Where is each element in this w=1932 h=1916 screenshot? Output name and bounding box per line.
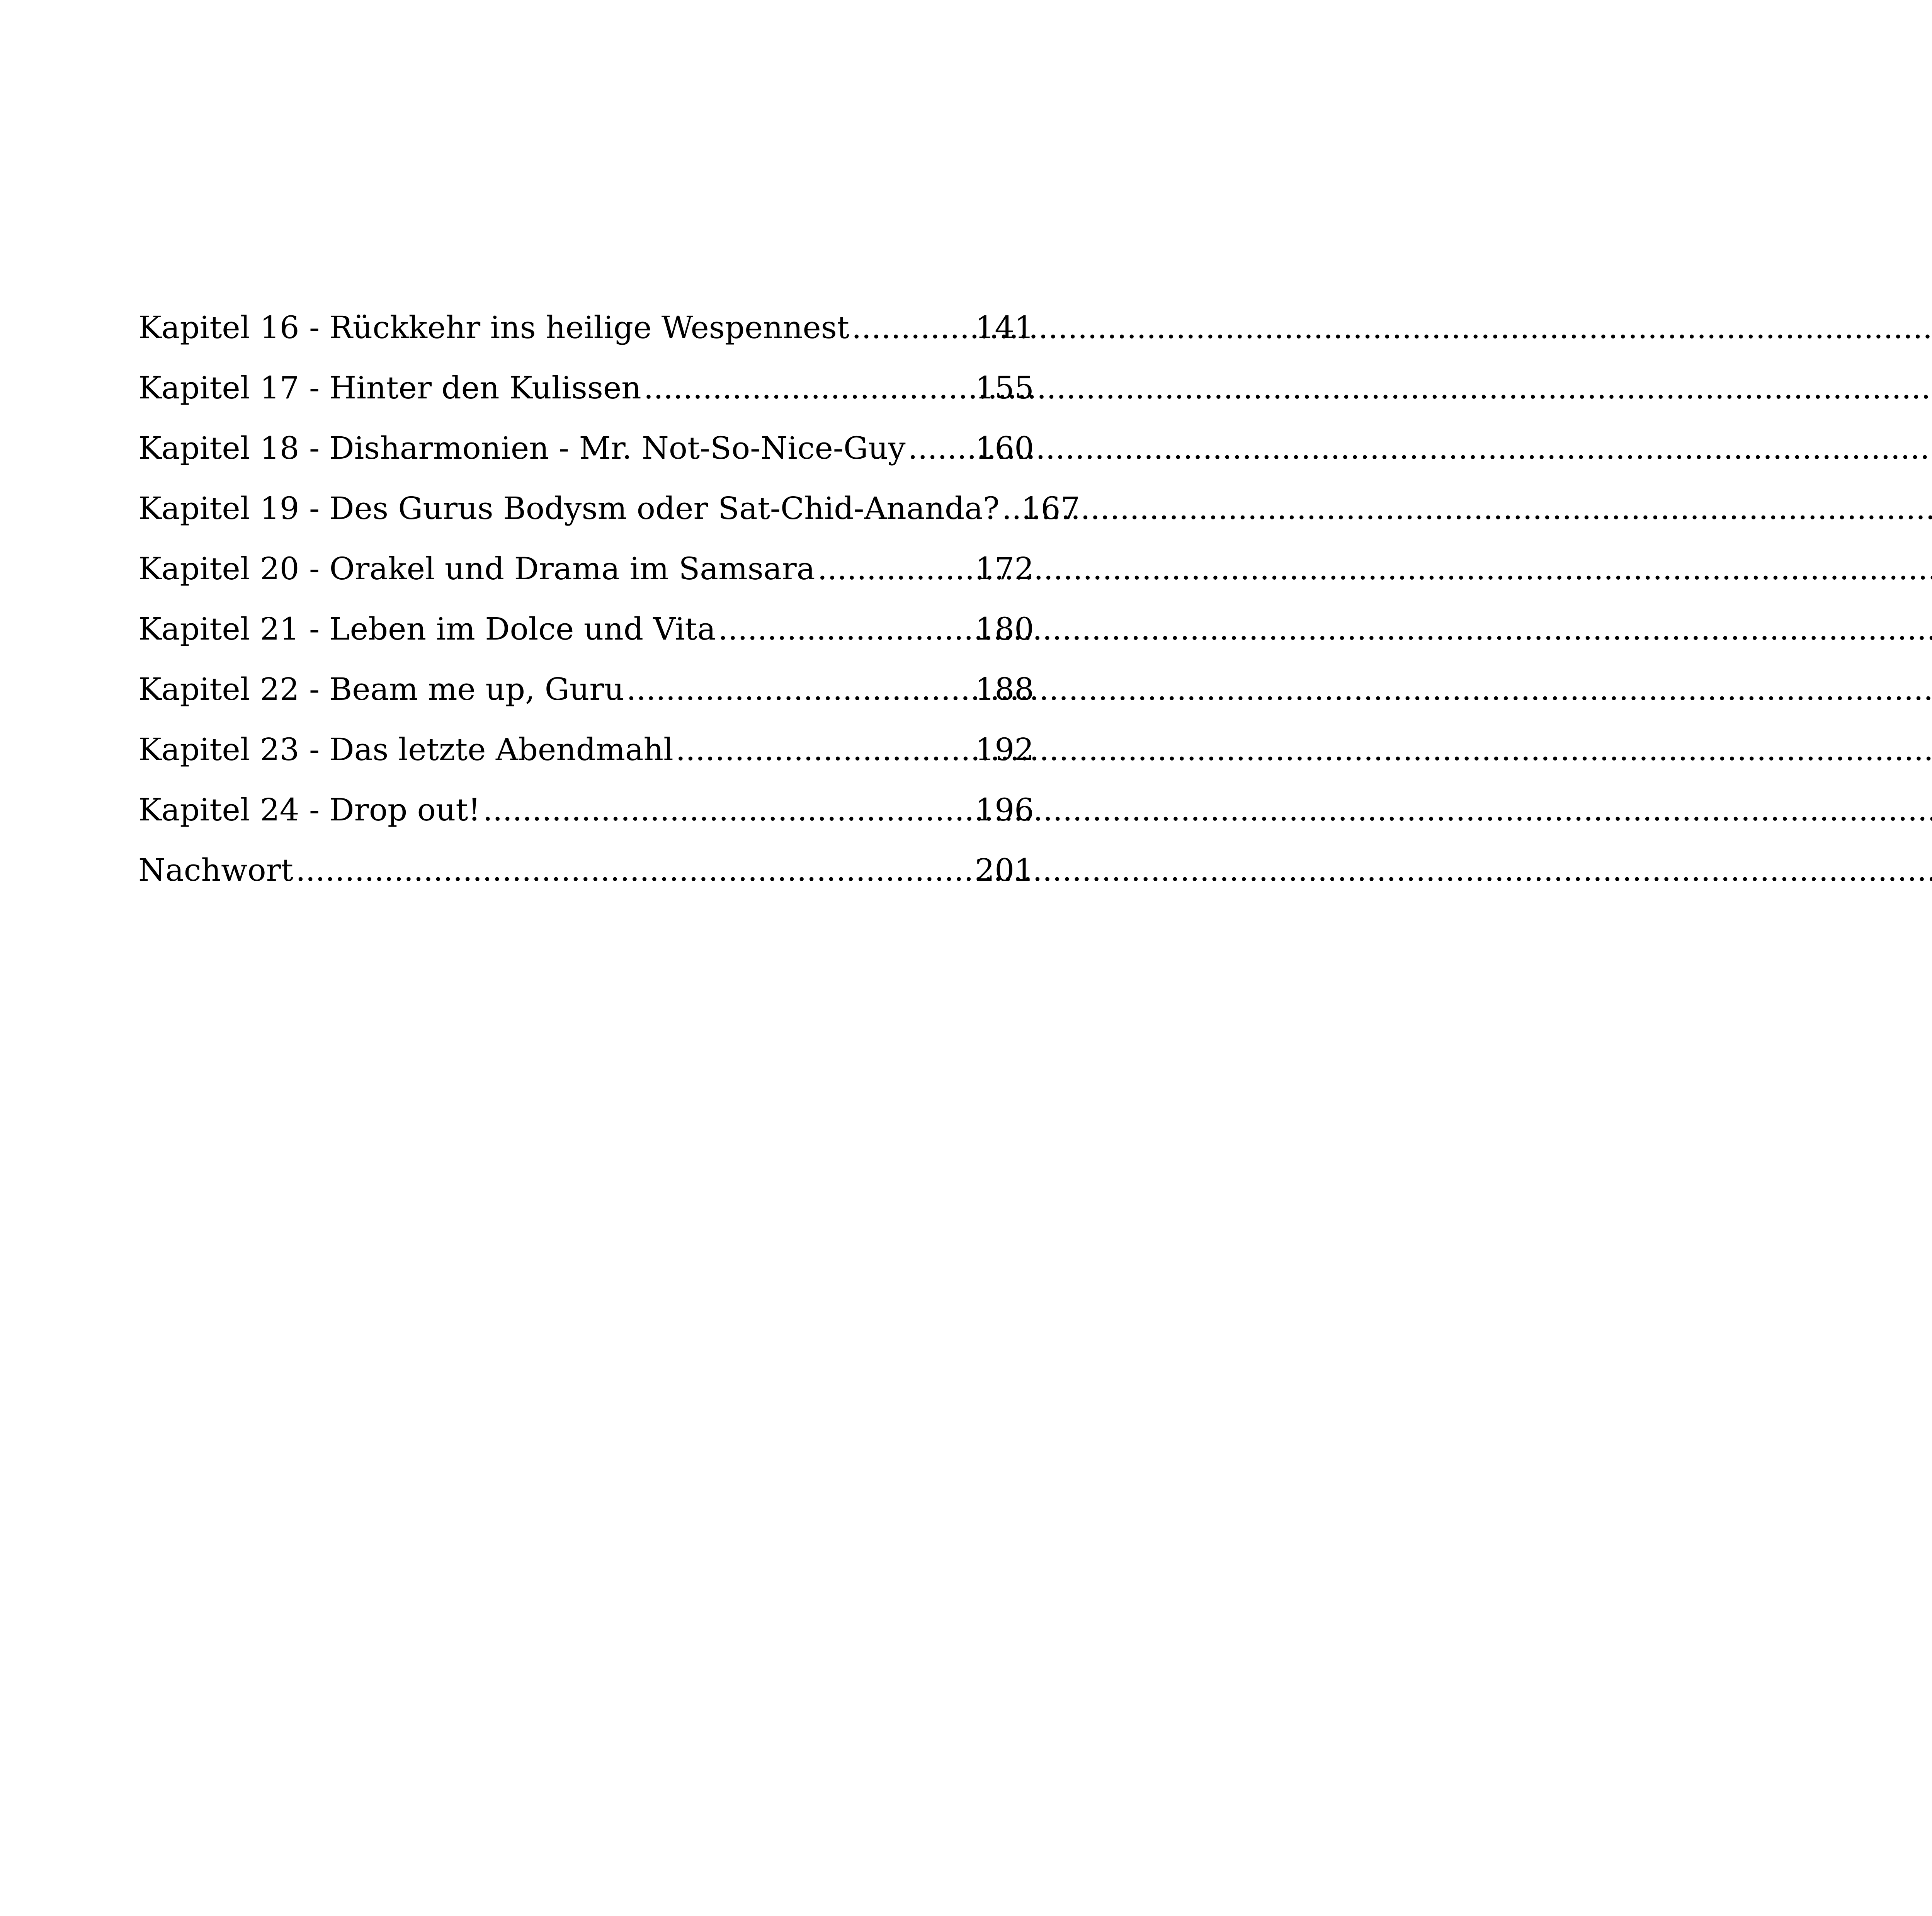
toc-entry xyxy=(138,599,1034,659)
toc-entry xyxy=(138,720,1034,780)
toc-entry xyxy=(138,478,1080,539)
toc-leader-dots xyxy=(296,840,971,900)
toc-entry-page: 167 xyxy=(1021,490,1080,526)
toc-entry-page: 172 xyxy=(975,551,1034,587)
toc-leader-dots xyxy=(852,298,971,358)
toc-leader-dots xyxy=(626,659,971,720)
toc-leader-dots xyxy=(483,780,971,840)
toc-entry-title: Kapitel 19 - Des Gurus Bodysm oder Sat-Chid-Ananda? xyxy=(138,490,1000,526)
toc-entry-title: Kapitel 23 - Das letzte Abendmahl xyxy=(138,732,673,767)
toc-entry xyxy=(138,840,1034,900)
toc-entry-page: 196 xyxy=(975,792,1034,828)
toc-entry-title: Nachwort xyxy=(138,852,294,888)
toc-entry-page: 201 xyxy=(975,852,1034,888)
toc-entry-page: 180 xyxy=(975,611,1034,647)
toc-entry-title: Kapitel 16 - Rückkehr ins heilige Wespennest xyxy=(138,310,849,345)
toc-leader-dots xyxy=(718,599,971,659)
toc-entry xyxy=(138,659,1034,720)
toc-leader-dots xyxy=(817,539,971,599)
toc-leader-dots xyxy=(676,720,971,780)
toc-entry xyxy=(138,298,1034,358)
toc-entry xyxy=(138,358,1034,418)
toc-entry-title: Kapitel 17 - Hinter den Kulissen xyxy=(138,370,641,406)
toc-entry-title: Kapitel 22 - Beam me up, Guru xyxy=(138,671,624,707)
toc-entry-title: Kapitel 24 - Drop out! xyxy=(138,792,481,828)
toc-entry xyxy=(138,539,1034,599)
toc-leader-dots xyxy=(1002,478,1017,539)
toc-entry xyxy=(138,780,1034,840)
toc-entry-title: Kapitel 18 - Disharmonien - Mr. Not-So-Nice-Guy xyxy=(138,430,906,466)
toc-entry-page: 160 xyxy=(975,430,1034,466)
toc-entry-title: Kapitel 20 - Orakel und Drama im Samsara xyxy=(138,551,815,587)
toc-leader-dots xyxy=(908,418,971,478)
toc-entry-title: Kapitel 21 - Leben im Dolce und Vita xyxy=(138,611,716,647)
table-of-contents xyxy=(138,298,1080,900)
toc-entry-page: 155 xyxy=(975,370,1034,406)
toc-entry-page: 192 xyxy=(975,732,1034,767)
toc-entry-page: 141 xyxy=(975,310,1034,345)
toc-entry xyxy=(138,418,1034,478)
toc-entry-page: 188 xyxy=(975,671,1034,707)
toc-leader-dots xyxy=(644,358,971,418)
